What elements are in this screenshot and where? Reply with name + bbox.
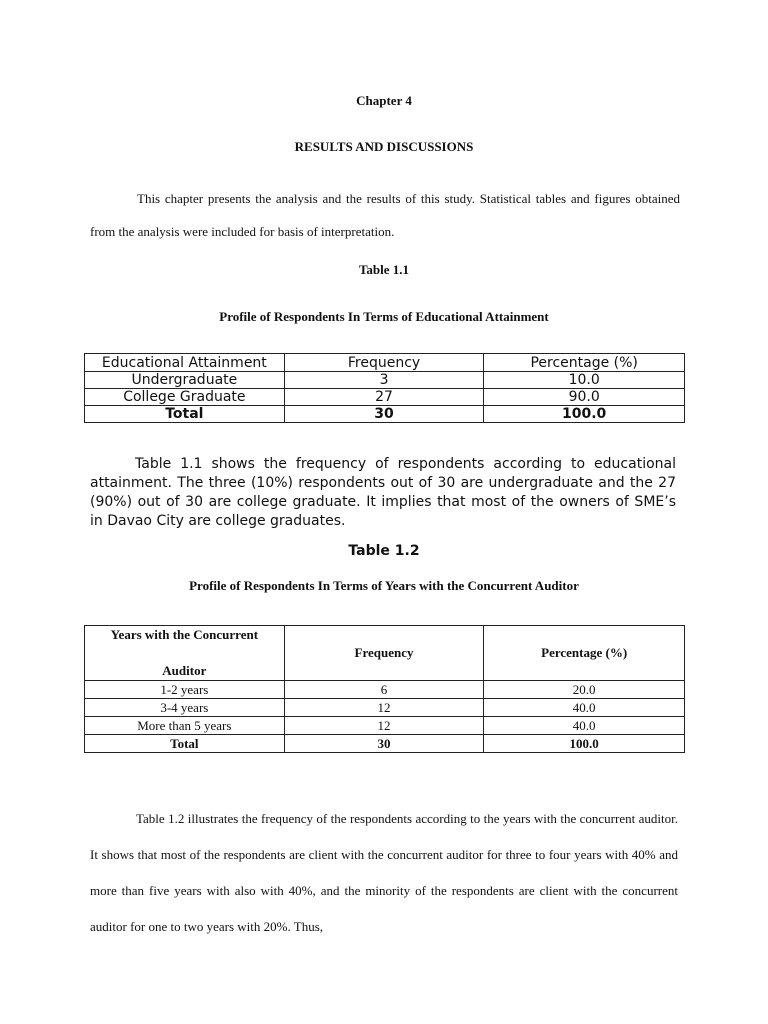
table-header-cell: Percentage (%) — [484, 354, 685, 372]
table-row — [85, 717, 685, 735]
table-cell: 100.0 — [484, 406, 685, 423]
header-line: Auditor — [162, 663, 207, 678]
table-cell: 90.0 — [484, 389, 685, 406]
table-header-cell — [85, 626, 285, 681]
table-cell: 20.0 — [484, 681, 685, 699]
header-line: Years with the Concurrent — [110, 627, 259, 642]
table-cell: More than 5 years — [85, 717, 285, 735]
table-cell: 12 — [284, 699, 484, 717]
table-cell: Total — [85, 735, 285, 753]
table-cell: Total — [85, 406, 285, 423]
table-cell: 12 — [284, 717, 484, 735]
table-cell: College Graduate — [85, 389, 285, 406]
table-total-row — [85, 735, 685, 753]
table1-discussion — [90, 455, 676, 531]
table-cell: 27 — [284, 389, 484, 406]
table-cell: 40.0 — [484, 699, 685, 717]
table2-caption: Profile of Respondents In Terms of Years with the Concurrent Auditor — [189, 578, 579, 593]
table-header-row — [85, 626, 685, 681]
table-row — [85, 681, 685, 699]
table-cell: 40.0 — [484, 717, 685, 735]
table1-discussion-text: Table 1.1 shows the frequency of respondents according to educational attainment. The three (10%) respondents out of 30 are undergraduate and the 27 (90%) out of 30 are college graduate. It implies that most of the owners of SME’s in Davao City are college graduates. — [90, 456, 676, 529]
table-header-row — [85, 354, 685, 372]
table-cell: 6 — [284, 681, 484, 699]
table-row — [85, 372, 685, 389]
table-cell: 30 — [284, 406, 484, 423]
table2-discussion-text: Table 1.2 illustrates the frequency of the respondents according to the years with the concurrent auditor. It shows that most of the respondents are client with the concurrent auditor for three to four years with 40% and more than five years with also with 40%, and the minority of the respondents are client with the concurrent auditor for one to two years with 20%. Thus, — [90, 811, 678, 934]
table-total-row — [85, 406, 685, 423]
table-row — [85, 389, 685, 406]
years-with-auditor-table — [84, 625, 685, 753]
table-header-cell: Frequency — [284, 354, 484, 372]
educational-attainment-table — [84, 353, 685, 423]
table-cell: 3-4 years — [85, 699, 285, 717]
table1-caption: Profile of Respondents In Terms of Educational Attainment — [219, 309, 549, 324]
table-cell: Undergraduate — [85, 372, 285, 389]
table-cell: 1-2 years — [85, 681, 285, 699]
table-row — [85, 699, 685, 717]
intro-paragraph-text: This chapter presents the analysis and the results of this study. Statistical tables and figures obtained from the analysis were included for basis of interpretation. — [90, 191, 680, 239]
table-cell: 100.0 — [484, 735, 685, 753]
table2-title: Table 1.2 — [348, 543, 420, 559]
table-cell: 3 — [284, 372, 484, 389]
table-header-cell: Educational Attainment — [85, 354, 285, 372]
table1-title: Table 1.1 — [358, 262, 410, 277]
table2-discussion — [90, 801, 678, 945]
table-cell: 30 — [284, 735, 484, 753]
intro-paragraph — [90, 182, 680, 248]
section-heading: RESULTS AND DISCUSSIONS — [294, 139, 474, 154]
chapter-label: Chapter 4 — [356, 93, 412, 108]
table-header-cell: Percentage (%) — [484, 626, 685, 681]
table-header-cell: Frequency — [284, 626, 484, 681]
table-cell: 10.0 — [484, 372, 685, 389]
